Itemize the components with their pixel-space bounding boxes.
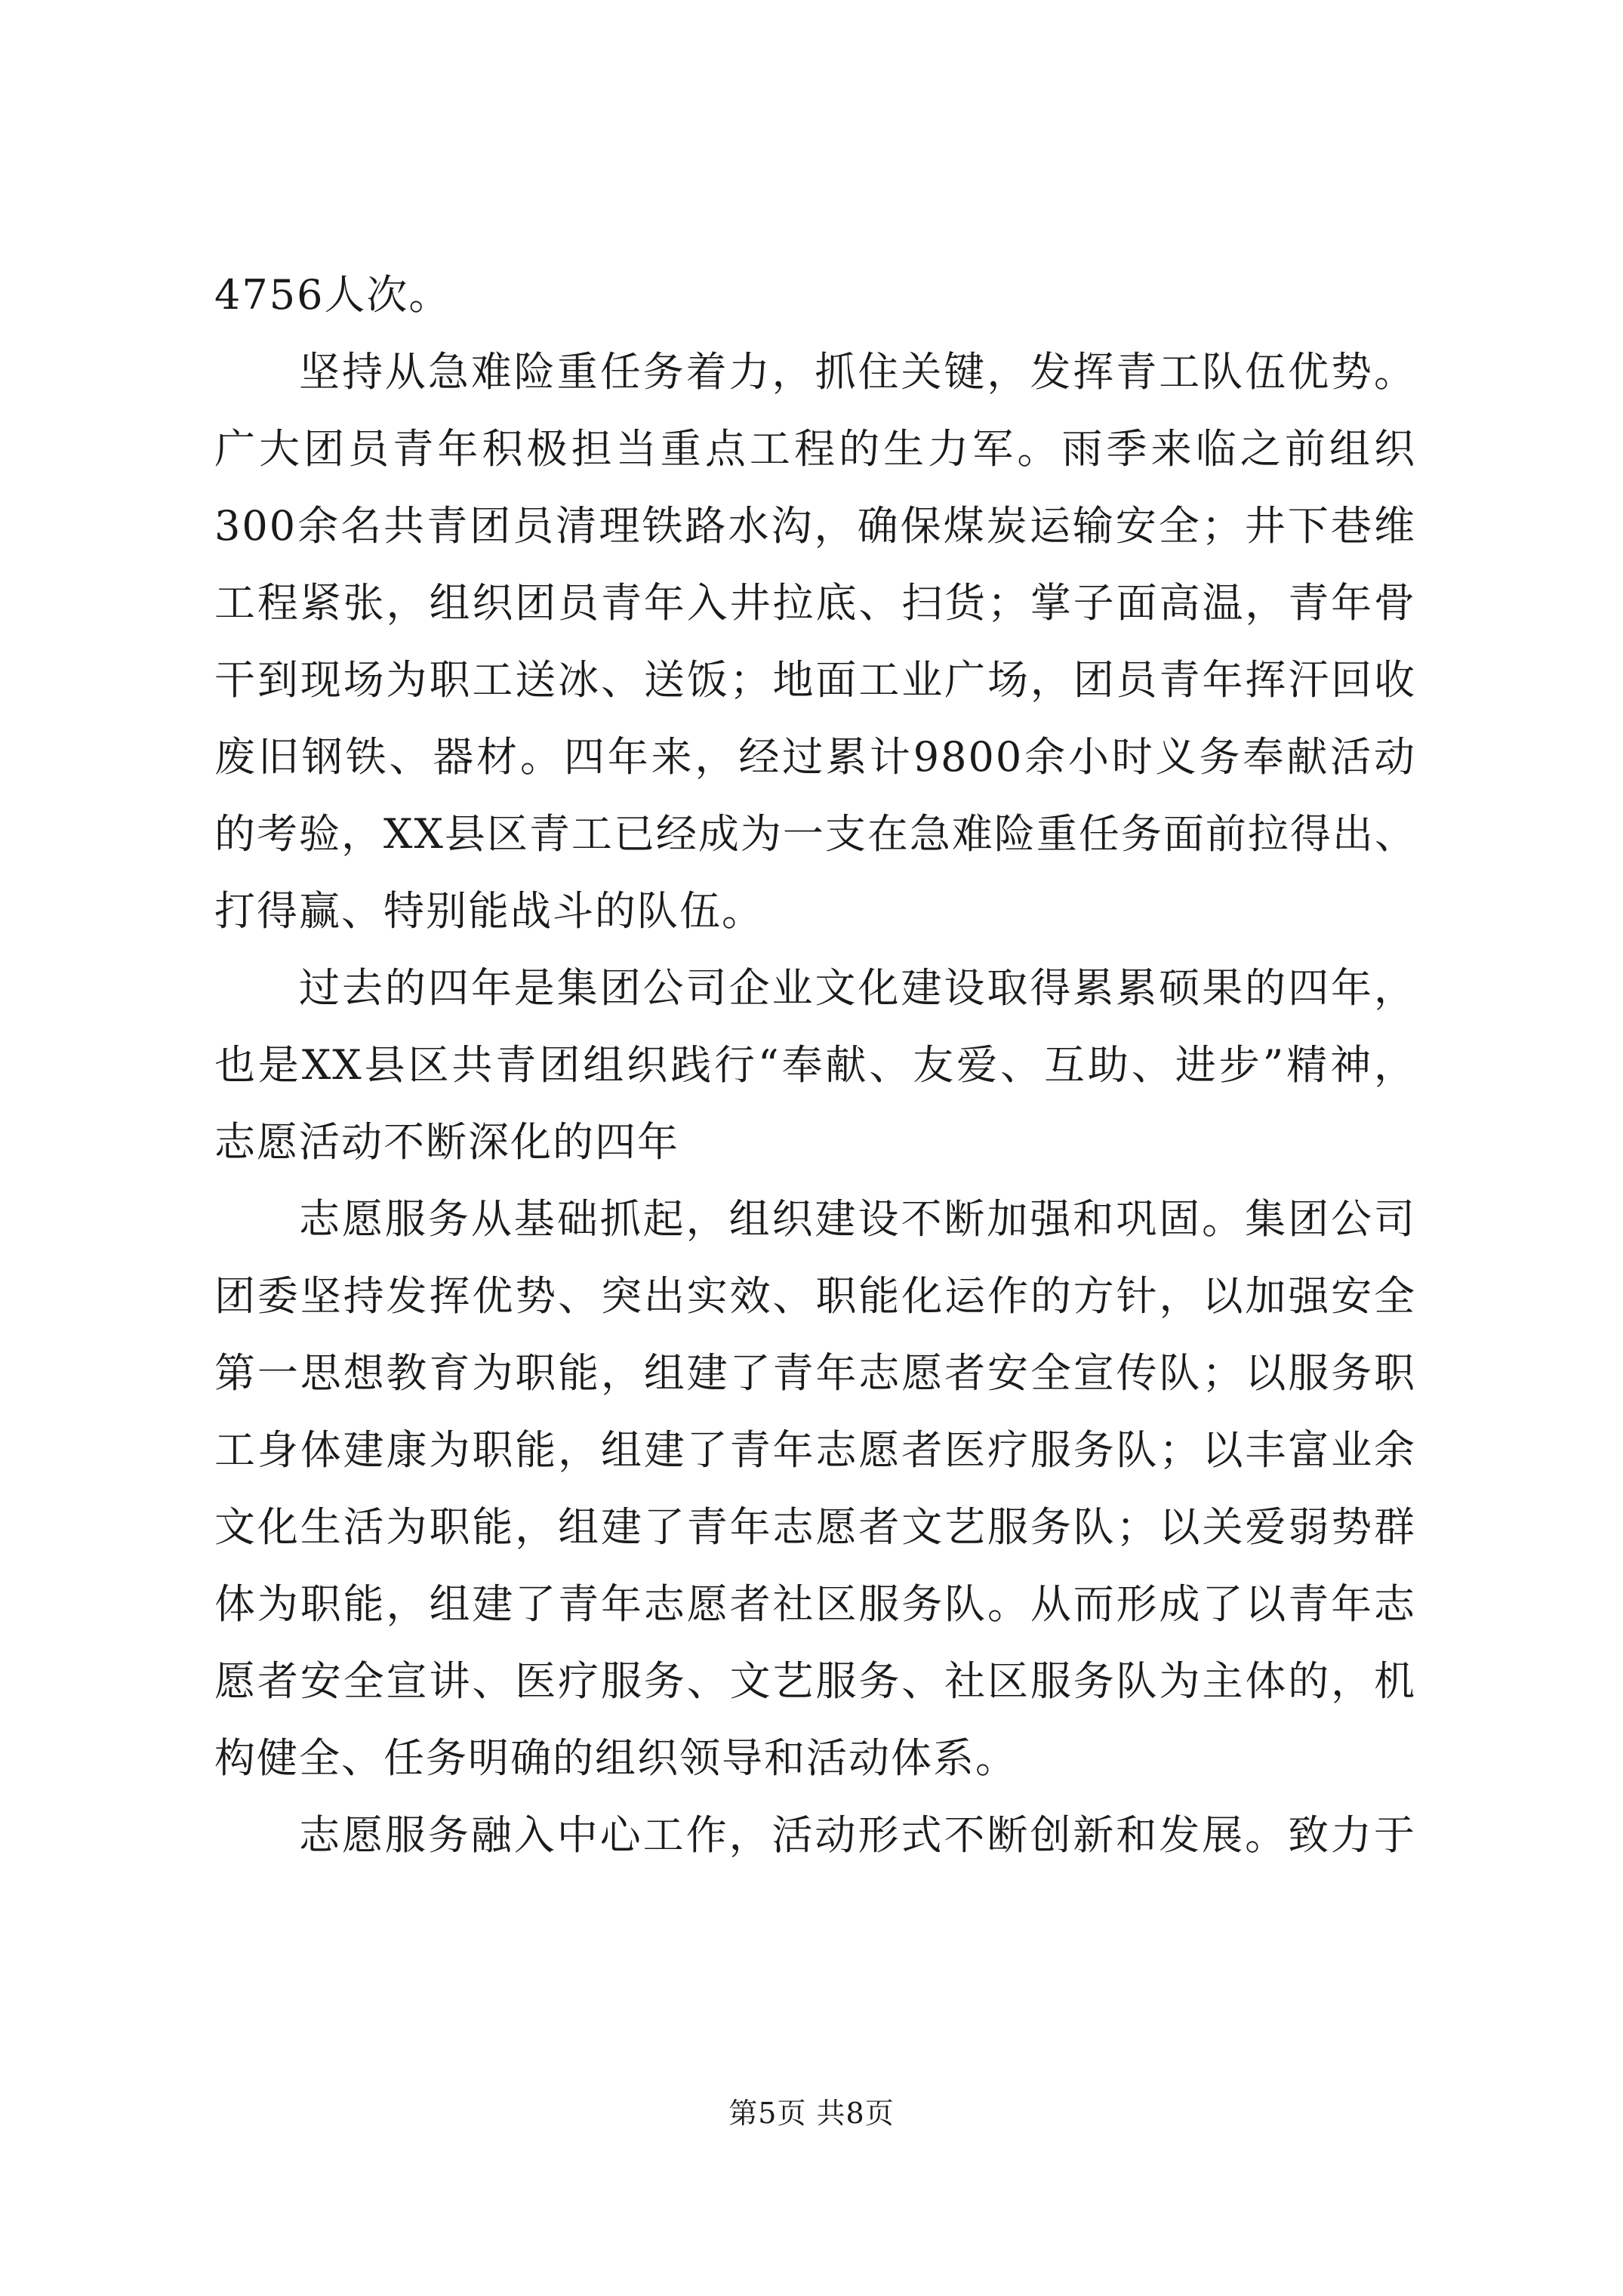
text-line: 志愿服务从基础抓起，组织建设不断加强和巩固。集团公司 — [299, 1195, 1416, 1243]
text-line: 构健全、任务明确的组织领导和活动体系。 — [214, 1734, 1018, 1782]
text-line: 也是XX县区共青团组织践行“奉献、友爱、互助、进步”精神， — [214, 1041, 1416, 1089]
text-line: 广大团员青年积极担当重点工程的生力军。雨季来临之前组织 — [214, 425, 1416, 473]
text-line: 废旧钢铁、器材。四年来，经过累计9800余小时义务奉献活动 — [214, 733, 1416, 781]
page-footer: 第5页 共8页 — [728, 2097, 895, 2130]
text-line: 的考验，XX县区青工已经成为一支在急难险重任务面前拉得出、 — [214, 810, 1417, 858]
text-line: 志愿服务融入中心工作，活动形式不断创新和发展。致力于 — [299, 1811, 1416, 1859]
text-line: 工身体建康为职能，组建了青年志愿者医疗服务队；以丰富业余 — [214, 1426, 1416, 1474]
text-line: 坚持从急难险重任务着力，抓住关键，发挥青工队伍优势。 — [299, 348, 1416, 396]
text-line: 体为职能，组建了青年志愿者社区服务队。从而形成了以青年志 — [214, 1580, 1416, 1628]
text-line: 300余名共青团员清理铁路水沟，确保煤炭运输安全；井下巷维 — [214, 502, 1416, 550]
text-line: 工程紧张，组织团员青年入井拉底、扫货；掌子面高温，青年骨 — [214, 579, 1416, 627]
body-text — [214, 257, 1416, 1874]
text-line: 愿者安全宣讲、医疗服务、文艺服务、社区服务队为主体的，机 — [214, 1657, 1416, 1705]
text-line: 过去的四年是集团公司企业文化建设取得累累硕果的四年， — [299, 964, 1416, 1012]
text-line: 第一思想教育为职能，组建了青年志愿者安全宣传队；以服务职 — [214, 1349, 1416, 1397]
text-line: 文化生活为职能，组建了青年志愿者文艺服务队；以关爱弱势群 — [214, 1503, 1416, 1551]
text-line: 打得赢、特别能战斗的队伍。 — [214, 887, 764, 935]
text-line: 团委坚持发挥优势、突出实效、职能化运作的方针，以加强安全 — [214, 1272, 1416, 1320]
text-line: 4756人次。 — [214, 271, 451, 319]
text-line: 志愿活动不断深化的四年 — [214, 1118, 679, 1166]
text-line: 干到现场为职工送冰、送饭；地面工业广场，团员青年挥汗回收 — [214, 656, 1416, 704]
